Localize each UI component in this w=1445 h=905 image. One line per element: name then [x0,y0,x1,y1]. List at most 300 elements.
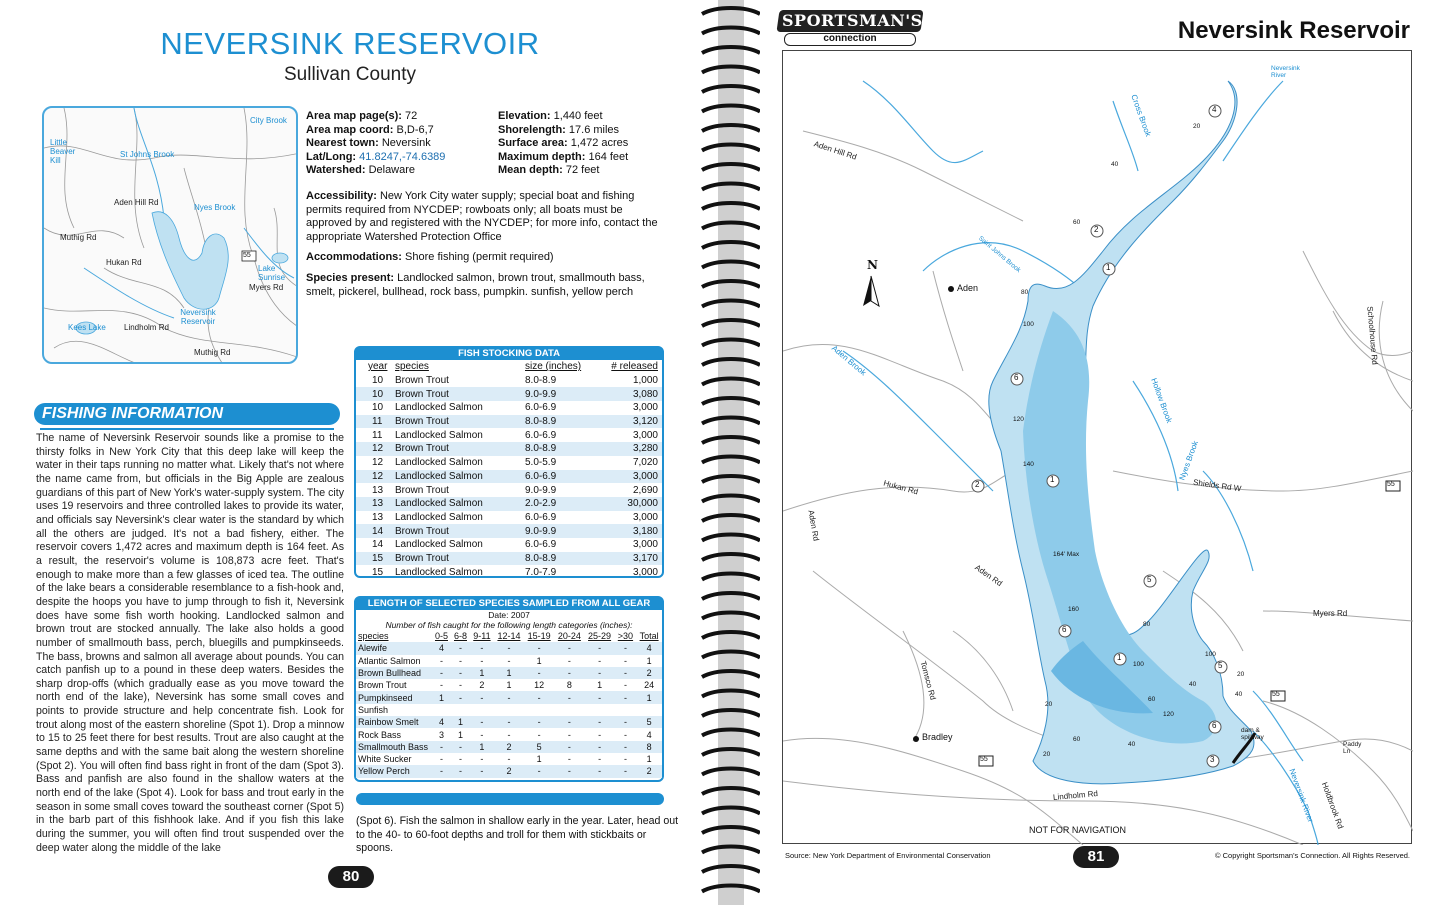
table-cell: - [567,655,571,666]
table-row [356,483,662,497]
route-shield: 55 [1387,481,1395,488]
column-header: 20-24 [557,631,581,642]
fishing-spot-number: 3 [1210,755,1215,764]
table-cell: 13 [356,497,392,511]
table-cell: 3,170 [586,552,662,566]
table-cell: 13 [372,511,384,523]
table-cell: - [524,716,554,728]
table-row [356,428,662,442]
table-cell: - [615,642,637,654]
continued-text: (Spot 6). Fish the salmon in shallow early in the year. Later, head out to the 40- to 60-foot depths and troll for them with stickbaits or spoons. [356,815,679,855]
table-row [356,497,662,511]
decorative-bar [356,793,664,805]
table-cell: 1 [451,716,470,728]
column-header: species [395,361,429,373]
table-row [356,552,662,566]
mini-map-road-label: Aden Hill Rd [114,198,159,207]
table-cell: - [470,765,494,777]
table-cell: - [615,741,637,753]
stream-label: Saint Johns Brook [976,234,1022,275]
table-cell: Brown Trout [358,680,407,691]
logo-top-text: SPORTSMAN'S [782,11,923,30]
fishing-spot-number: 1 [1117,653,1122,662]
table-cell: - [554,691,584,703]
table-cell: Sunfish [358,704,389,715]
table-cell: - [567,754,571,765]
table-cell: 1 [432,691,451,703]
column-header: 6-8 [453,631,467,642]
table-cell: 1 [636,691,662,703]
depth-label: 164' Max [1053,551,1080,558]
table-cell: 8.0-8.9 [522,442,586,456]
fishing-spot-number: 4 [1212,105,1217,114]
column-header: 15-19 [527,631,551,642]
table-cell: 30,000 [586,497,662,511]
table-cell: 1 [494,667,524,679]
fact-row: Area map coord: B,D-6,7 [306,123,434,136]
table-cell: 3,280 [586,442,662,456]
accessibility-paragraph: Accessibility: New York City water supply; special boat and fishing permits required from NYCDEP; rowboats only; all boats must be approved by and registered with the NYCDEP; for more info, contact the appropriate Watershed Protection Office [306,190,658,243]
road-label: Lindholm Rd [1052,789,1099,802]
map-title: Neversink Reservoir [1177,17,1410,44]
table-cell [432,704,451,716]
table-cell: 4 [636,642,662,654]
table-row [356,691,662,703]
table-cell: 3,000 [586,470,662,484]
column-header: 12-14 [497,631,521,642]
depth-label: 20 [1045,701,1053,708]
table-row [356,667,662,679]
road-label: Schoolhouse Rd [1365,305,1380,366]
table-cell [615,704,637,716]
table-cell: 1 [597,680,603,691]
table-cell: 3,120 [586,415,662,429]
table-cell: - [598,754,602,765]
length-date: Date: 2007 [488,610,530,620]
table-cell: 8.0-8.9 [522,552,586,566]
table-cell: 3,080 [586,387,662,401]
depth-label: 100 [1133,661,1144,668]
stocking-header: FISH STOCKING DATA [356,348,662,360]
left-page [0,0,700,905]
column-header: 25-29 [588,631,612,642]
table-cell: 3,000 [632,566,658,578]
table-cell: Brown Trout [395,484,449,496]
table-cell: Smallmouth Bass [356,741,432,753]
road-label: Aden Rd [806,509,821,542]
depth-label: 100 [1023,321,1034,328]
fact-row: Area map page(s): 72 [306,110,418,122]
table-cell: 2 [494,765,524,777]
table-cell: - [459,655,462,666]
table-cell: Brown Bullhead [356,667,432,679]
stream-label: Aden Brook [829,343,868,378]
depth-label: 40 [1128,741,1136,748]
reservoir-map-graphic [783,51,1413,845]
table-cell: Brown Trout [395,375,449,387]
table-cell: Atlantic Salmon [358,655,421,666]
table-cell: 8.0-8.9 [522,415,586,429]
table-cell: - [584,765,614,777]
table-cell: 14 [356,524,392,538]
column-header: 9-11 [473,631,491,642]
table-cell: 9.0-9.9 [522,387,586,401]
table-cell: Landlocked Salmon [392,470,522,484]
table-row [356,655,662,667]
depth-label: 60 [1073,219,1081,226]
table-cell: Landlocked Salmon [395,457,483,469]
table-cell: Pumpkinseed [356,691,432,703]
table-cell: - [623,655,627,666]
table-cell: 3,180 [586,524,662,538]
column-header: size (inches) [525,361,582,373]
depth-label: 120 [1163,711,1174,718]
column-header: # released [611,361,658,373]
table-cell: - [432,765,451,777]
mini-map-road-label: Muthig Rd [194,348,231,357]
length-data-box [354,596,664,782]
mini-map-lake-sunrise-label: Lake Sunrise [258,264,286,282]
table-cell: - [623,754,627,765]
length-note: Number of fish caught for the following length categories (inches): [385,620,633,630]
table-cell: - [451,765,470,777]
table-cell: - [494,691,524,703]
table-row [356,765,662,777]
column-header: Total [639,631,659,642]
table-cell: 2,690 [632,484,658,496]
depth-label: 40 [1111,161,1119,168]
table-row [356,415,662,429]
table-cell: - [524,691,554,703]
mini-map-route-label: 55 [243,252,251,259]
depth-label: 100 [1205,651,1216,658]
table-cell: - [480,729,484,740]
table-cell: Rainbow Smelt [356,716,432,728]
mini-map-stream-label: St Johns Brook [120,150,175,159]
table-row [356,753,662,765]
mini-map-reservoir-label: Neversink Reservoir [180,308,216,326]
table-cell: 2 [494,741,524,753]
table-row [356,401,662,415]
table-cell: 2 [636,667,662,679]
table-row [356,741,662,753]
table-cell: - [537,729,541,740]
fact-row: Elevation: 1,440 feet [498,110,603,122]
table-cell: - [567,729,571,740]
table-cell: 15 [372,566,384,578]
town-aden: Aden [957,283,979,293]
table-cell: 3,000 [632,429,658,441]
road-label: Paddy Ln [1343,741,1362,755]
table-row [356,387,662,401]
table-cell: - [440,655,443,666]
fishing-body-text: The name of Neversink Reservoir sounds like a promise to the thirsty folks in New York City that this deep lake will keep the water in their taps running no matter what. Likely that's not where the name came from, but officials in the Big Apple are zealous guardians of this part of New York's water-supply system. The city uses 19 reservoirs and three controlled lakes to provide its water, and officials say Neversink's clear water is the standard by which all the others are judged. It's not a bad fishery, either. The reservoir covers 1,472 acres and maximum depth is 164 feet. As a result, the reservoir's volume is 108,873 acre feet. That's enough to make more than a few glasses of iced tea. The outline of the lake bears a considerable resemblance to a fish-hook and, despite the hoops you have to jump through to fish it, Neversink does have some fish worth hooking. Landlocked salmon and brown trout are stocked annually. The lake also holds a good number of smallmouth bass, perch, bluegills and pumpkinseeds. The bass, browns and salmon all average about pounds. You can catch panfish up to a pound in these deep waters. Besides the sharp drop-offs (which gradually ease as you move toward the north end of the lake), Neversink has some small coves and points to provide structure and help concentrate fish. Look for trout along most of the eastern shoreline (Spot 1). Drop a minnow to 15 to 25 feet there for best results. Trout are also caught at the same depths and with the same bait along the western shoreline (Spot 2). You will often find bass right in front of the dam (Spot 3). Bass and panfish are also found in the shallow waters at the north end of the lake (Spot 4). Look for bass and trout early in the season in some small coves toward the southeast corner (Spot 5) in the barb part of this fishhook lake. And if you fish this lake during the summer, you will often find trout suspended over the deep water along the middle of the lake [36,432,345,854]
table-cell: 10 [372,402,384,414]
table-cell: 9.0-9.9 [525,484,557,496]
depth-label: 20 [1193,123,1201,130]
depth-label: 60 [1073,736,1081,743]
column-header: 0-5 [434,631,448,642]
table-row [356,679,662,691]
table-cell: Alewife [356,642,432,654]
accommodations-paragraph: Accommodations: Shore fishing (permit required) [306,251,554,263]
fishing-spot-number: 6 [1212,721,1217,730]
table-row [356,456,662,470]
facts-right [498,110,678,178]
route-shield: 55 [1272,691,1280,698]
table-cell: 5.0-5.9 [525,457,557,469]
table-cell: - [554,741,584,753]
road-label: Aden Rd [973,562,1004,589]
table-cell: - [432,741,451,753]
road-label: Hukan Rd [882,478,920,497]
table-row [356,565,662,579]
table-cell: 12 [356,442,392,456]
mini-map-stream-label: Little Beaver Kill [50,138,76,165]
table-row [356,728,662,740]
mini-map-stream-label: Nyes Brook [194,203,236,212]
table-cell: Brown Trout [392,415,522,429]
table-cell: 6.0-6.9 [525,402,557,414]
route-shield: 55 [980,756,988,763]
table-cell: 6.0-6.9 [522,470,586,484]
stocking-data-box [354,346,664,578]
mini-map-road-label: Muthig Rd [60,233,97,242]
sportsmans-logo [778,10,922,46]
table-cell: - [507,754,511,765]
table-cell: - [598,729,602,740]
table-cell: 1 [470,741,494,753]
table-cell: - [623,729,627,740]
fishing-spot-number: 1 [1106,263,1111,272]
table-cell: 13 [372,484,384,496]
depth-label: 160 [1068,606,1079,613]
table-cell: 1 [536,655,542,666]
area-mini-map [42,106,298,364]
table-cell: - [451,642,470,654]
table-cell: - [470,716,494,728]
stocking-table [356,360,662,579]
fact-row: Nearest town: Neversink [306,137,431,150]
table-cell: - [470,691,494,703]
table-cell: - [524,642,554,654]
table-cell: 2 [479,680,485,691]
table-cell: - [507,729,511,740]
table-cell: 10 [372,375,384,387]
table-cell: 15 [356,552,392,566]
table-cell: White Sucker [358,754,412,765]
fact-row: Surface area: 1,472 acres [498,137,629,150]
table-cell: - [494,642,524,654]
table-cell: - [554,716,584,728]
table-cell: 3,000 [632,402,658,414]
table-row [356,524,662,538]
table-cell: 12 [534,680,545,691]
road-label: Shields Rd W [1192,477,1242,494]
table-cell: 1 [646,754,652,765]
mini-map-road-label: Hukan Rd [106,258,142,267]
table-cell: 8.0-8.9 [525,375,557,387]
table-cell: 3,000 [632,539,658,551]
spiral-binding-graphic [696,0,766,905]
table-cell: 12 [356,470,392,484]
table-cell [636,704,662,716]
table-cell: Brown Trout [392,552,522,566]
table-row [356,538,662,552]
table-cell: 11 [372,429,383,441]
table-cell: - [480,754,484,765]
table-cell: - [554,765,584,777]
table-cell: - [584,741,614,753]
table-cell [524,704,554,716]
table-cell: - [598,655,602,666]
table-cell: - [494,716,524,728]
logo-bottom-text: connection [784,33,916,46]
table-row [356,642,662,654]
page-subtitle: Sullivan County [283,64,417,85]
mini-map-road-label: Myers Rd [249,283,284,292]
table-cell: Rock Bass [358,729,402,740]
depth-label: 20 [1237,671,1245,678]
spiral-binding [696,0,766,905]
table-cell: 1 [470,667,494,679]
length-header: LENGTH OF SELECTED SPECIES SAMPLED FROM ALL GEAR [356,598,662,610]
table-cell: - [440,754,443,765]
table-cell: 3,000 [632,511,658,523]
table-cell: - [524,765,554,777]
table-cell: - [554,667,584,679]
table-cell: - [459,754,462,765]
table-cell: - [480,655,484,666]
table-cell: 12 [372,457,384,469]
fishing-spot-number: 1 [1050,475,1055,484]
stream-label: Cross Brook [1129,93,1153,138]
table-cell: Landlocked Salmon [395,402,483,414]
table-cell: - [451,741,470,753]
table-cell [584,704,614,716]
depth-label: 80 [1021,289,1029,296]
table-row [356,442,662,456]
table-row [356,716,662,728]
table-cell: 11 [356,415,392,429]
latlong-link[interactable]: 41.8247,-74.6389 [359,150,446,163]
table-cell: 7,020 [632,457,658,469]
table-cell: - [507,655,511,666]
fact-row: Maximum depth: 164 feet [498,150,629,163]
table-cell: 1,000 [632,375,658,387]
table-cell: Landlocked Salmon [395,566,483,578]
dam-label: dam & spillway [1241,727,1264,741]
table-cell: 14 [372,539,384,551]
column-header: species [358,631,389,642]
fact-row: Watershed: Delaware [306,164,416,177]
table-cell: - [584,691,614,703]
table-cell: 7.0-7.9 [525,566,557,578]
table-cell: - [615,667,637,679]
page-title: NEVERSINK RESERVOIR [160,26,540,61]
table-cell: 1 [457,729,463,740]
table-cell: 3 [438,729,444,740]
table-cell: 10 [356,387,392,401]
fishing-spot-number: 5 [1147,575,1152,584]
depth-label: 80 [1143,621,1151,628]
table-cell: - [623,680,627,691]
fishing-spot-number: 5 [1218,661,1223,670]
page-number-left: 80 [328,866,374,888]
fishing-spot-number: 2 [1094,225,1099,234]
table-cell: 1 [506,680,512,691]
table-cell: 6.0-6.9 [525,539,557,551]
depth-label: 40 [1235,691,1243,698]
table-cell: 1 [646,655,652,666]
depth-label: 120 [1013,416,1024,423]
depth-label: 60 [1148,696,1156,703]
road-label: Aden Hill Rd [812,139,858,162]
table-cell: 9.0-9.9 [522,524,586,538]
table-cell: - [615,691,637,703]
depth-label: 140 [1023,461,1034,468]
table-cell: - [615,716,637,728]
column-header: year [368,361,388,373]
map-copyright: © Copyright Sportsman's Connection. All Rights Reserved. [1215,851,1410,860]
fact-row: Mean depth: 72 feet [498,164,600,177]
map-source: Source: New York Department of Environmental Conservation [785,851,991,860]
facts-left [306,110,496,178]
north-arrow-label: N [867,258,878,272]
page-number-right: 81 [1073,846,1119,868]
fact-row: Shorelength: 17.6 miles [498,123,620,136]
table-cell: Brown Trout [392,442,522,456]
table-cell: 1 [536,754,542,765]
column-header: >30 [617,631,634,642]
table-cell: Brown Trout [392,524,522,538]
table-cell: 8 [636,741,662,753]
table-row [356,511,662,525]
table-cell: 24 [644,680,655,691]
table-cell: Landlocked Salmon [392,497,522,511]
stream-label: Hollow Brook [1149,376,1174,425]
table-cell: 5 [636,716,662,728]
reservoir-map [782,50,1412,844]
table-cell: - [451,667,470,679]
table-cell: 4 [432,716,451,728]
table-cell: 2 [636,765,662,777]
table-cell: - [440,680,443,691]
table-cell: 4 [432,642,451,654]
table-cell: - [470,642,494,654]
table-cell: 4 [646,729,652,740]
road-label: Myers Rd [1313,609,1348,618]
table-cell: Landlocked Salmon [395,429,483,441]
not-for-navigation: NOT FOR NAVIGATION [1029,825,1127,835]
stream-label: Neversink River [1287,767,1316,824]
table-cell [470,704,494,716]
table-row [356,704,662,716]
table-cell: - [451,691,470,703]
mini-map-kees-label: Kees Lake [68,323,106,332]
fishing-spot-number: 6 [1062,625,1067,634]
road-label: Tomsco Rd [918,660,938,701]
table-cell: Yellow Perch [356,765,432,777]
depth-label: 40 [1189,681,1197,688]
table-cell: - [554,642,584,654]
table-cell: - [584,667,614,679]
table-cell: - [615,765,637,777]
table-cell: - [584,642,614,654]
table-cell: 8 [566,680,572,691]
fishing-spot-number: 6 [1014,373,1019,382]
table-row [356,374,662,388]
